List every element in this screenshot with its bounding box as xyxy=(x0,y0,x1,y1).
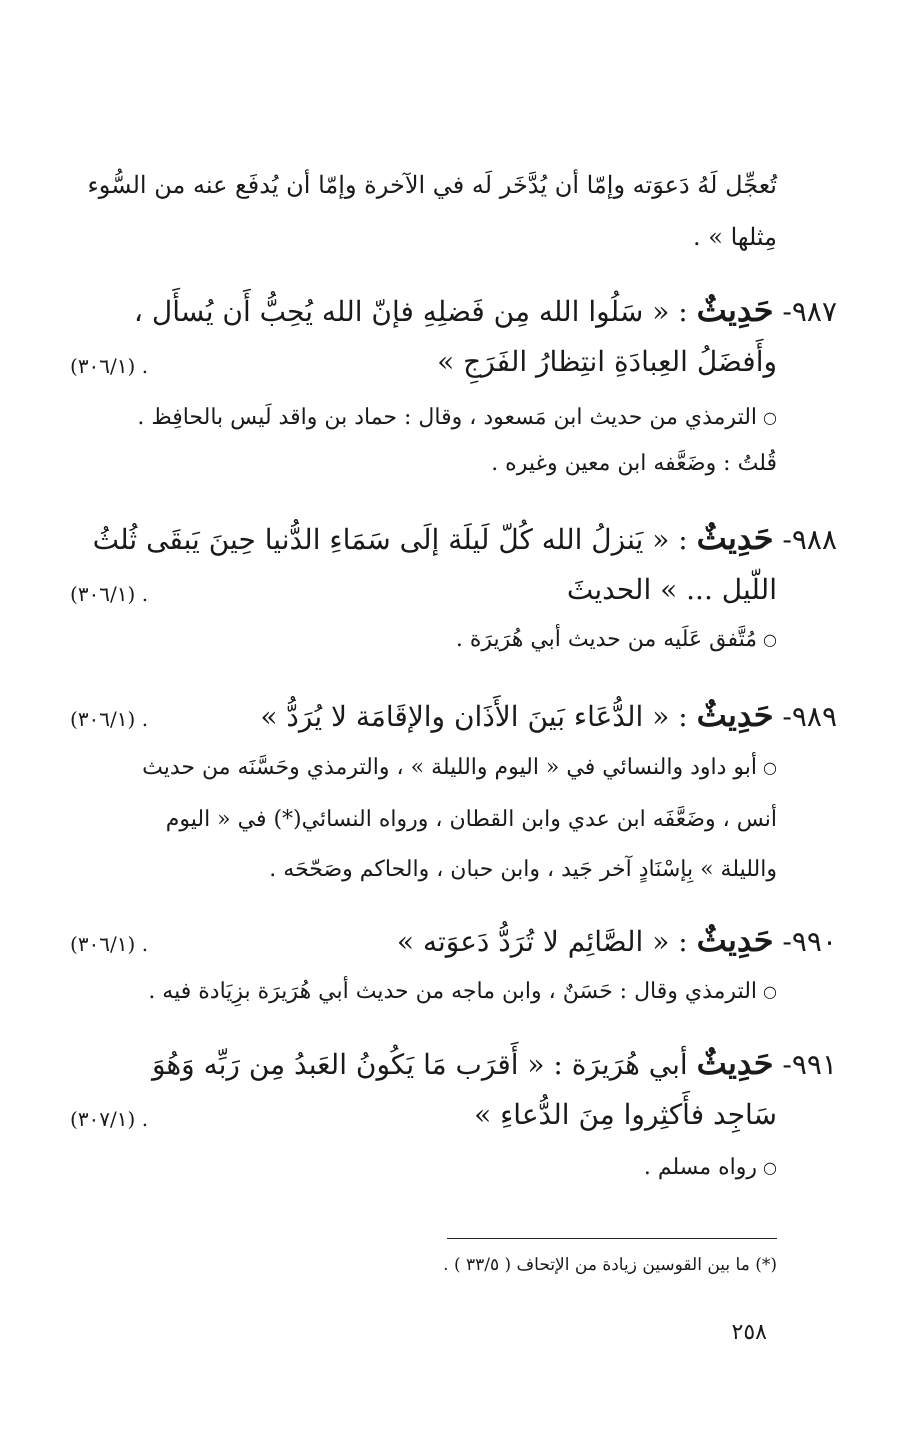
hadith-988-line-2: اللّيل ... » الحديثَ xyxy=(566,573,777,606)
hadith-number: ٩٩٠- xyxy=(782,925,837,958)
hadith-number: ٩٨٨- xyxy=(782,523,837,556)
hadith-989-note-1 xyxy=(60,748,777,788)
hadith-keyword: حَدِيثٌ xyxy=(696,519,774,557)
hadith-990-note-1 xyxy=(60,972,777,1012)
note-text: الترمذي وقال : حَسَنٌ ، وابن ماجه من حديث أبي هُرَيرَة بزِيَادة فيه . xyxy=(148,979,758,1004)
hadith-989-note-2: أنس ، وضَعَّفَه ابن عدي وابن القطان ، ورواه النسائي(*) في « اليوم xyxy=(165,807,777,832)
footnote: (*) ما بين القوسين زيادة من الإتحاف ( ٣٣/٥ ) . xyxy=(443,1255,777,1275)
hadith-991-line-1 xyxy=(60,1043,837,1085)
circle-bullet-icon: ○ xyxy=(763,408,777,427)
hadith-keyword: حَدِيثٌ xyxy=(696,291,774,329)
page-number: ٢٥٨ xyxy=(731,1320,767,1345)
hadith-990-reference: (٣٠٦/١) . xyxy=(70,932,149,956)
hadith-number: ٩٨٧- xyxy=(782,295,837,328)
hadith-keyword: حَدِيثٌ xyxy=(696,696,774,734)
note-text: الترمذي من حديث ابن مَسعود ، وقال : حماد بن واقد لَيس بالحافِظ . xyxy=(137,405,758,430)
note-text: مُتَّفق عَلَيه من حديث أبي هُرَيرَة . xyxy=(455,627,758,652)
hadith-keyword: حَدِيثٌ xyxy=(696,921,774,959)
hadith-988-line-1 xyxy=(60,518,837,560)
hadith-number: ٩٩١- xyxy=(782,1048,837,1081)
hadith-987-line-1 xyxy=(60,290,837,332)
circle-bullet-icon: ○ xyxy=(763,630,777,649)
hadith-989-note-3: والليلة » بِإسْنَادٍ آخر جَيد ، وابن حبان ، والحاكم وصَحّحَه . xyxy=(269,857,777,882)
footnote-separator xyxy=(447,1238,777,1239)
continuation-line-1: تُعجِّل لَهُ دَعوَته وإمّا أن يُدَّخَر لَه في الآخرة وإمّا أن يُدفَع عنه من السُّوء xyxy=(87,171,777,199)
hadith-987-line-2: وأَفضَلُ العِبادَةِ انتِظارُ الفَرَجِ » xyxy=(437,345,777,378)
hadith-987-note-1 xyxy=(60,398,777,438)
hadith-989-reference: (٣٠٦/١) . xyxy=(70,707,149,731)
hadith-keyword: حَدِيثٌ xyxy=(696,1044,774,1082)
note-text: أبو داود والنسائي في « اليوم والليلة » ، والترمذي وحَسَّنَه من حديث xyxy=(142,755,758,780)
hadith-988-note-1 xyxy=(60,620,777,660)
hadith-991-reference: (٣٠٧/١) . xyxy=(70,1107,149,1131)
circle-bullet-icon: ○ xyxy=(763,982,777,1001)
continuation-line-2: مِثلها » . xyxy=(693,223,777,251)
circle-bullet-icon: ○ xyxy=(763,1158,777,1177)
hadith-987-reference: (٣٠٦/١) . xyxy=(70,354,149,378)
hadith-text: أبي هُرَيرَة : « أَقرَب مَا يَكُونُ العَبدُ مِن رَبِّه وَهُوَ xyxy=(151,1048,688,1081)
hadith-991-line-2: سَاجِد فأَكثِروا مِنَ الدُّعاءِ » xyxy=(474,1098,777,1131)
hadith-text: : « الدُّعَاء بَينَ الأَذَان والإقَامَة لا يُرَدُّ » xyxy=(260,700,688,733)
hadith-987-note-2: قُلتُ : وضَعَّفه ابن معين وغيره . xyxy=(491,451,777,476)
note-text: رواه مسلم . xyxy=(643,1155,758,1180)
hadith-text: : « سَلُوا الله مِن فَضلِهِ فإنّ الله يُحِبُّ أَن يُسأَل ، xyxy=(133,295,688,328)
hadith-991-note-1 xyxy=(60,1148,777,1188)
hadith-number: ٩٨٩- xyxy=(782,700,837,733)
hadith-text: : « يَنزلُ الله كُلّ لَيلَة إلَى سَمَاءِ الدُّنيا حِينَ يَبقَى ثُلثُ xyxy=(92,523,688,556)
hadith-text: : « الصَّائِم لا تُرَدُّ دَعوَته » xyxy=(396,925,688,958)
hadith-989-line-1 xyxy=(240,695,837,737)
hadith-988-reference: (٣٠٦/١) . xyxy=(70,582,149,606)
hadith-990-line-1 xyxy=(240,920,837,962)
circle-bullet-icon: ○ xyxy=(763,758,777,777)
